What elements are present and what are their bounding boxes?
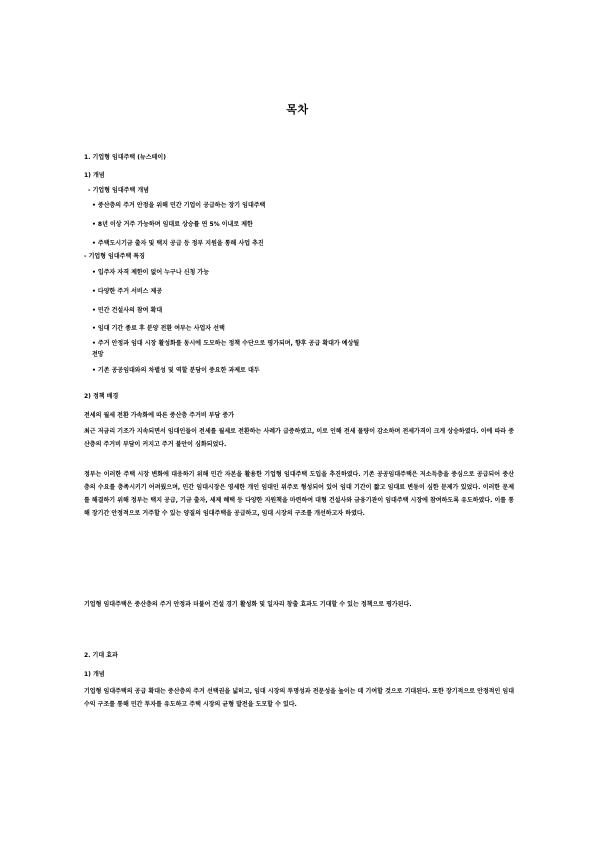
document-title: 목차: [286, 103, 309, 116]
group1-label: - 기업형 임대주택 개념: [88, 187, 149, 194]
group2-bullet: • 기존 공공임대와의 차별성 및 역할 분담이 중요한 과제로 대두: [92, 367, 260, 374]
group2-label: - 기업형 임대주택 특징: [84, 253, 145, 260]
group2-bullet: • 다양한 주거 서비스 제공: [92, 288, 163, 295]
paragraph: 기업형 임대주택의 공급 확대는 중산층의 주거 선택권을 넓히고, 임대 시장의 투명성과 전문성을 높이는 데 기여할 것으로 기대된다. 또한 장기적으로 안정적인 임대 수익 구조를 통해 민간 투자를 유도하고 주택 시장의 균형 발전을 도모할 수 있다.: [84, 688, 514, 708]
section1-heading: 1. 기업형 임대주택 (뉴스테이): [84, 154, 166, 161]
group2-bullet: • 민간 건설사의 참여 확대: [92, 307, 163, 314]
group2-bullet: • 임대 기간 종료 후 분양 전환 여부는 사업자 선택: [92, 325, 225, 332]
group2-bullet: 전망: [92, 351, 104, 358]
paragraph: 기업형 임대주택은 중산층의 주거 안정과 더불어 건설 경기 활성화 및 일자리 창출 효과도 기대할 수 있는 정책으로 평가된다.: [84, 601, 412, 608]
group2-bullet: • 입주자 자격 제한이 없어 누구나 신청 가능: [92, 269, 209, 276]
group1-bullet: • 8년 이상 거주 가능하며 임대료 상승률 연 5% 이내로 제한: [92, 221, 253, 228]
paragraph: 최근 저금리 기조가 지속되면서 임대인들이 전세를 월세로 전환하는 사례가 급증하였고, 이로 인해 전세 물량이 감소하며 전세가격이 크게 상승하였다. 이에 따라 중산층의 주거비 부담이 커지고 주거 불안이 심화되었다.: [84, 428, 514, 448]
group2-bullet: • 주거 안정과 임대 시장 활성화를 동시에 도모하는 정책 수단으로 평가되며, 향후 공급 확대가 예상될: [92, 340, 360, 347]
group1-bullet: • 중산층의 주거 안정을 위해 민간 기업이 공급하는 장기 임대주택: [92, 202, 266, 209]
paragraph: 정부는 이러한 주택 시장 변화에 대응하기 위해 민간 자본을 활용한 기업형 임대주택 도입을 추진하였다. 기존 공공임대주택은 저소득층을 중심으로 공급되어 중산층의 수요를 충족시키기 어려웠으며, 민간 임대시장은 영세한 개인 임대인 위주로 형성되어 있어 임대 기간이 짧고 임대료 변동이 심한 문제가 있었다. 이러한 문제를 해결하기 위해 정부는 택지 공급, 기금 출자, 세제 혜택 등 다양한 지원책을 마련하여 대형 건설사와 금융기관이 임대주택 시장에 참여하도록 유도하였다. 이를 통해 장기간 안정적으로 거주할 수 있는 양질의 임대주택을 공급하고, 임대 시장의 구조를 개선하고자 하였다.: [84, 471, 514, 517]
section2-heading: 2. 기대 효과: [84, 652, 118, 659]
group1-bullet: • 주택도시기금 출자 및 택지 공급 등 정부 지원을 통해 사업 추진: [92, 240, 264, 247]
paragraph-lead: 전세의 월세 전환 가속화에 따른 중산층 주거비 부담 증가: [84, 412, 235, 419]
section1-subheading-background: 2) 정책 배경: [84, 393, 119, 400]
section2-subheading-concept: 1) 개념: [84, 671, 105, 678]
section1-subheading-concept: 1) 개념: [84, 172, 105, 179]
